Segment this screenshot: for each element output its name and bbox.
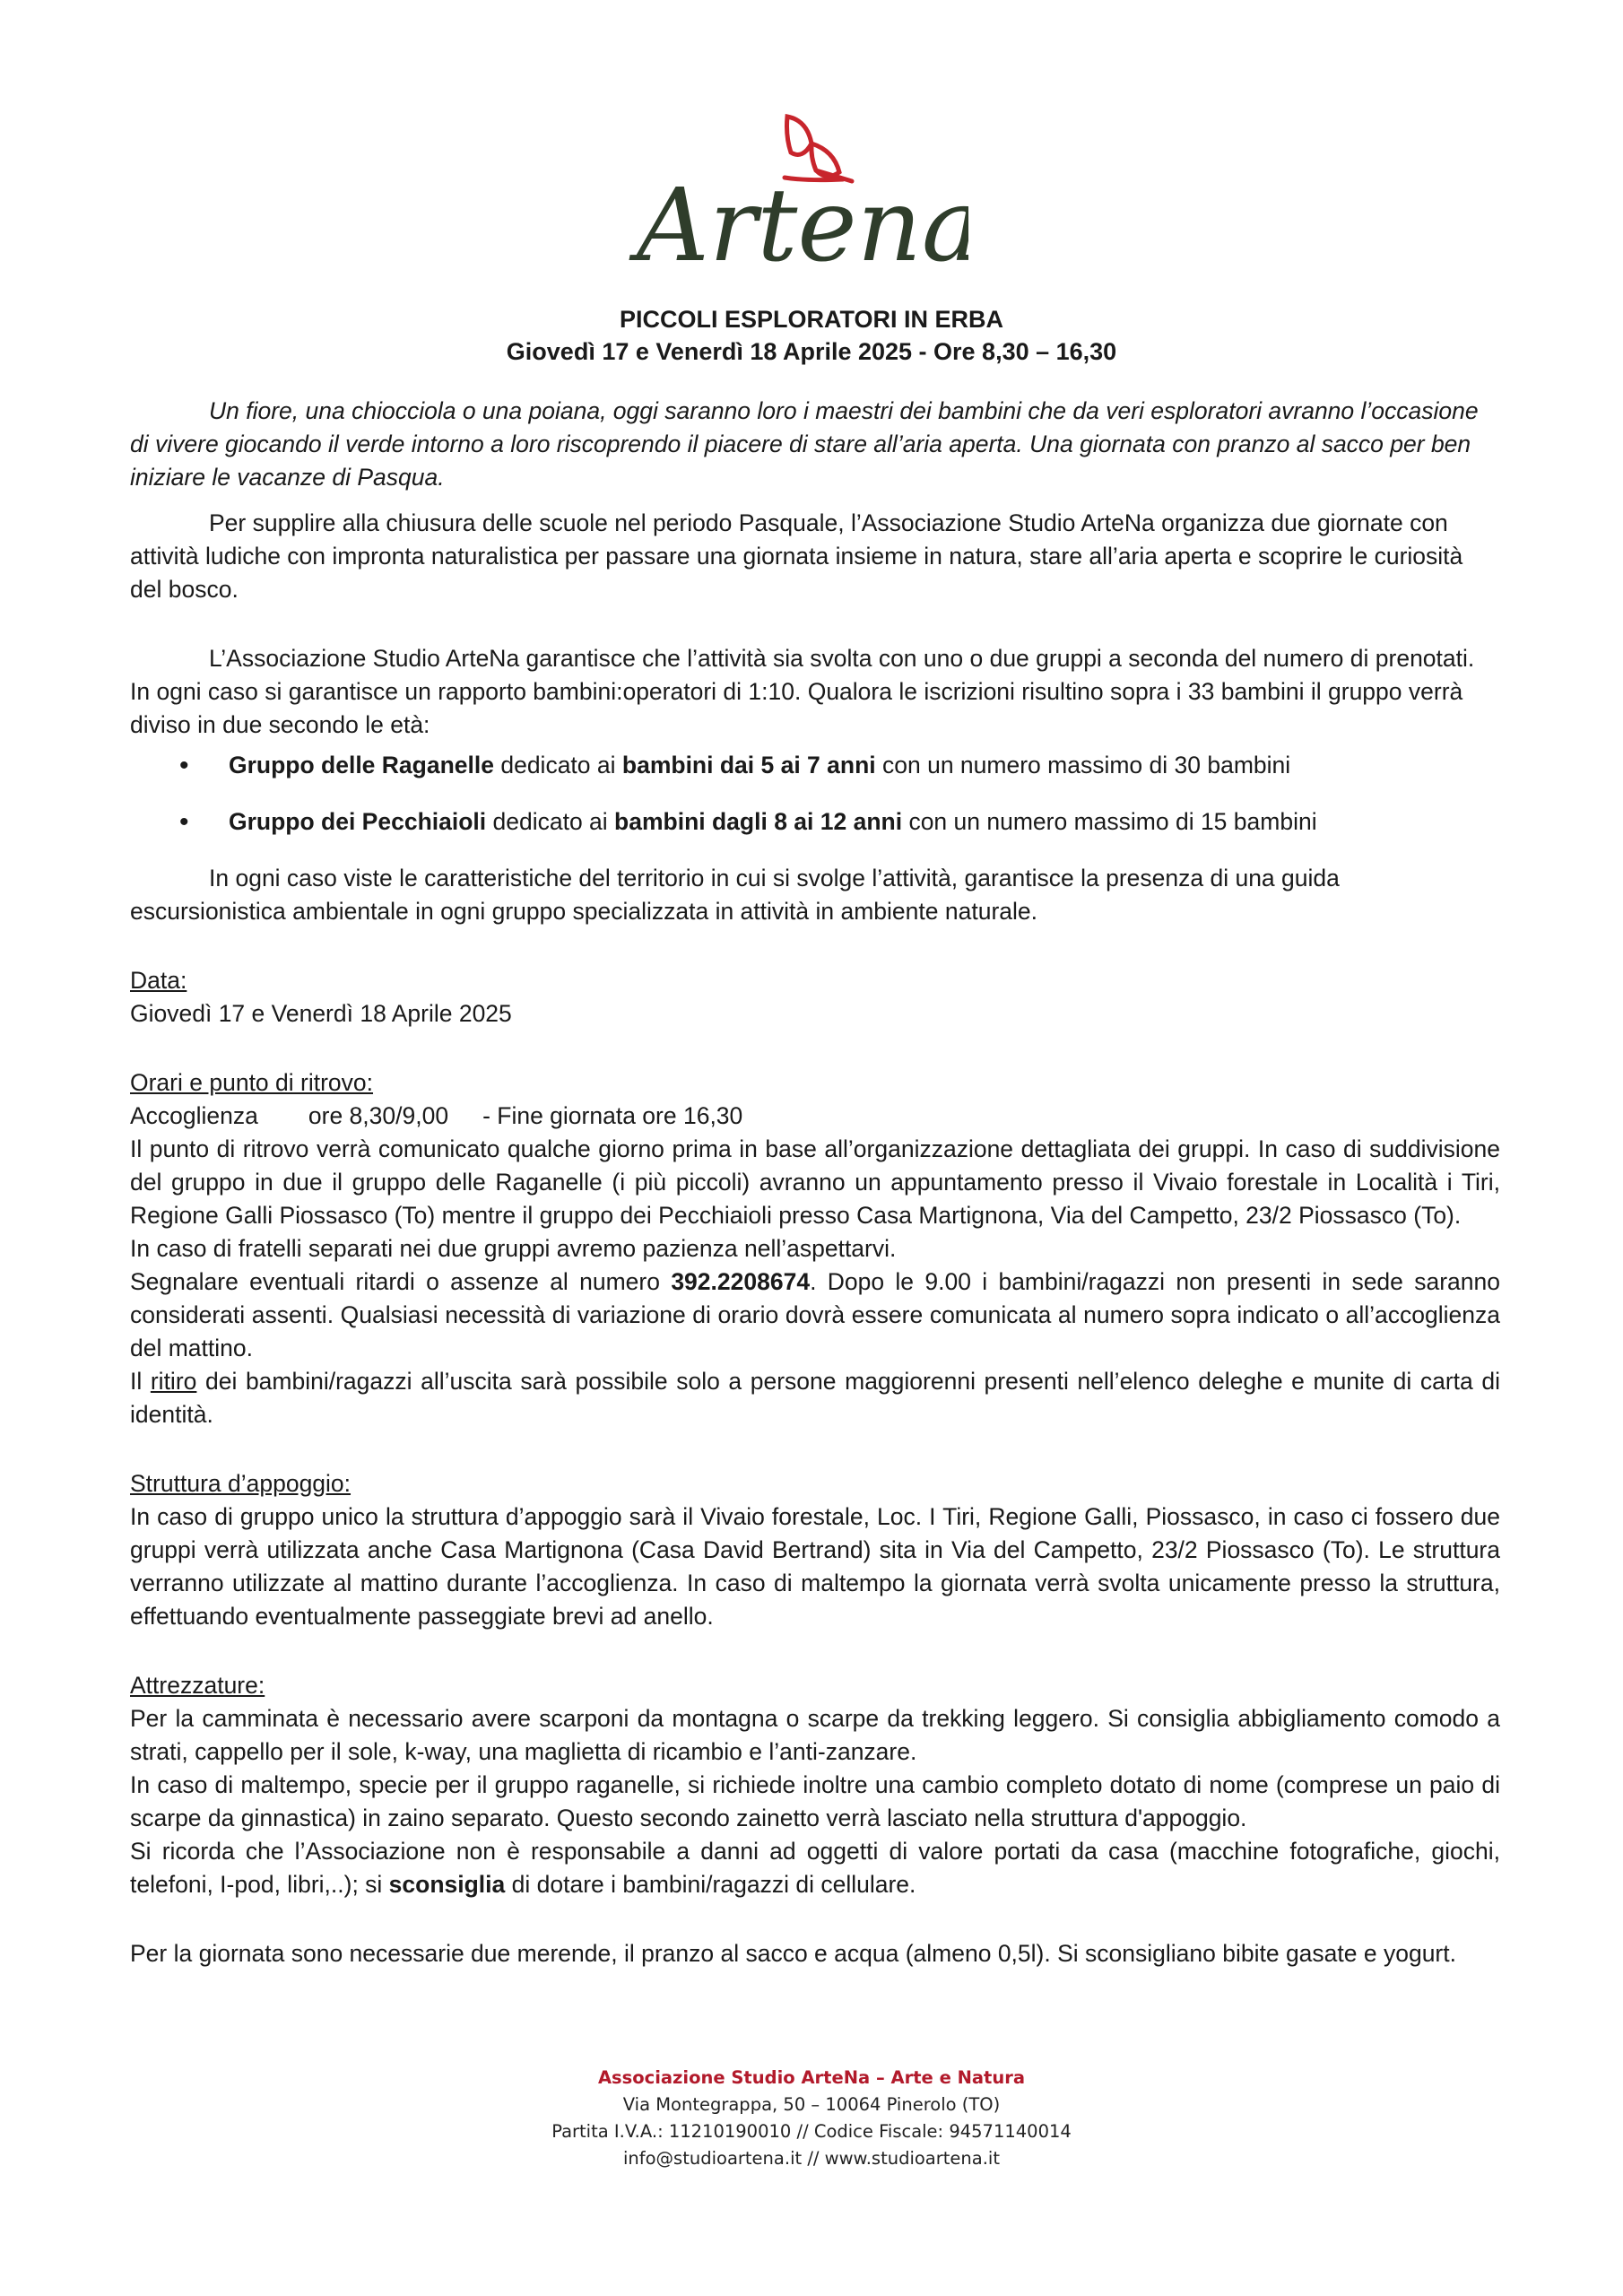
artena-logo-icon: [628, 108, 968, 287]
data-text: Giovedì 17 e Venerdì 18 Aprile 2025: [130, 1000, 512, 1027]
event-dates: Giovedì 17 e Venerdì 18 Aprile 2025 - Ore 8,30 – 16,30: [506, 338, 1117, 365]
orari-heading: Orari e punto di ritrovo:: [130, 1069, 374, 1096]
artena-logo: [628, 108, 968, 287]
groups-list: [130, 749, 1500, 839]
accoglienza-line: Accoglienza ore 8,30/9,00 - Fine giornata ore 16,30: [130, 1102, 743, 1129]
footer-address: Via Montegrappa, 50 – 10064 Pinerolo (TO): [622, 2094, 1001, 2115]
footer: [0, 2065, 1623, 2172]
footer-contact: info@studioartena.it // www.studioartena.it: [622, 2148, 1000, 2169]
title-block: [0, 303, 1623, 368]
group-age: bambini dagli 8 ai 12 anni: [614, 808, 903, 835]
struttura-heading: Struttura d’appoggio:: [130, 1470, 352, 1497]
orari-text-3: Segnalare eventuali ritardi o assenze al numero 392.2208674. Dopo le 9.00 i bambini/ragazzi non presenti in sede saranno considerati assenti. Qualsiasi necessità di variazione di orario dovrà essere comunicata al numero sopra indicato o all’accoglienza del mattino.: [130, 1268, 1500, 1361]
phone-number: 392.2208674: [671, 1268, 811, 1295]
footer-fiscal: Partita I.V.A.: 11210190010 // Codice Fiscale: 94571140014: [551, 2121, 1072, 2142]
attrezzature-heading: Attrezzature:: [130, 1672, 265, 1699]
orari-text-1: Il punto di ritrovo verrà comunicato qualche giorno prima in base all’organizzazione dettagliata dei gruppi. In caso di suddivisione del gruppo in due il gruppo delle Raganelle (i più piccoli) avranno un appuntamento presso il Vivaio forestale in Località i Tiri, Regione Galli Piossasco (To) mentre il gruppo dei Pecchiaioli presso Casa Martignona, Via del Campetto, 23/2 Piossasco (To).: [130, 1135, 1500, 1229]
paragraph-3: In ogni caso viste le caratteristiche del territorio in cui si svolge l’attività, garantisce la presenza di una guida escursionistica ambientale in ogni gruppo specializzata in attività in ambiente naturale.: [130, 865, 1340, 925]
orari-text-4: Il ritiro dei bambini/ragazzi all’uscita sarà possibile solo a persone maggiorenni presenti nell’elenco deleghe e munite di carta di identità.: [130, 1368, 1500, 1428]
intro-paragraph: Un fiore, una chiocciola o una poiana, oggi saranno loro i maestri dei bambini che da veri esploratori avranno l’occasione di vivere giocando il verde intorno a loro riscoprendo il piacere di stare all’aria aperta. Una giornata con pranzo al sacco per ben iniziare le vacanze di Pasqua.: [130, 397, 1479, 491]
attrezzature-text-1: Per la camminata è necessario avere scarponi da montagna o scarpe da trekking leggero. Si consiglia abbigliamento comodo a strati, cappello per il sole, k-way, una maglietta di ricambio e l’anti-zanzare.: [130, 1705, 1500, 1765]
group-age: bambini dai 5 ai 7 anni: [621, 752, 876, 778]
footer-org: Associazione Studio ArteNa – Arte e Natura: [597, 2067, 1026, 2088]
document-body: [130, 395, 1500, 1970]
event-title: PICCOLI ESPLORATORI IN ERBA: [619, 306, 1004, 333]
paragraph-2: L’Associazione Studio ArteNa garantisce che l’attività sia svolta con uno o due gruppi a seconda del numero di prenotati. In ogni caso si garantisce un rapporto bambini:operatori di 1:10. Qualora le iscrizioni risultino sopra i 33 bambini il gruppo verrà diviso in due secondo le età:: [130, 645, 1475, 738]
group-name: Gruppo dei Pecchiaioli: [229, 808, 487, 835]
group-name: Gruppo delle Raganelle: [229, 752, 494, 778]
attrezzature-text-2: In caso di maltempo, specie per il gruppo raganelle, si richiede inoltre una cambio completo dotato di nome (comprese un paio di scarpe da ginnastica) in zaino separato. Questo secondo zainetto verrà lasciato nella struttura d'appoggio.: [130, 1771, 1500, 1831]
struttura-text: In caso di gruppo unico la struttura d’appoggio sarà il Vivaio forestale, Loc. I Tiri, Regione Galli, Piossasco, in caso ci fossero due gruppi verrà utilizzata anche Casa Martignona (Casa David Bertrand) sita in Via del Campetto, 23/2 Piossasco (To). Le struttura verranno utilizzate al mattino durante l’accoglienza. In caso di maltempo la giornata verrà svolta unicamente presso la struttura, effettuando eventualmente passeggiate brevi ad anello.: [130, 1503, 1500, 1630]
list-item: • Gruppo delle Raganelle dedicato ai bambini dai 5 ai 7 anni con un numero massimo di 30 bambini: [130, 749, 1500, 782]
attrezzature-text-3: Si ricorda che l’Associazione non è responsabile a danni ad oggetti di valore portati da casa (macchine fotografiche, giochi, telefoni, I-pod, libri,..); si sconsiglia di dotare i bambini/ragazzi di cellulare.: [130, 1838, 1500, 1898]
paragraph-1: Per supplire alla chiusura delle scuole nel periodo Pasquale, l’Associazione Studio ArteNa organizza due giornate con attività ludiche con impronta naturalistica per passare una giornata insieme in natura, stare all’aria aperta e scoprire le curiosità del bosco.: [130, 509, 1463, 603]
closing-paragraph: Per la giornata sono necessarie due merende, il pranzo al sacco e acqua (almeno 0,5l). Si sconsigliano bibite gasate e yogurt.: [130, 1940, 1456, 1967]
data-heading: Data:: [130, 967, 187, 994]
svg-text:Artena: Artena: [637, 168, 968, 284]
list-item: • Gruppo dei Pecchiaioli dedicato ai bambini dagli 8 ai 12 anni con un numero massimo di 15 bambini: [130, 805, 1500, 839]
orari-text-2: In caso di fratelli separati nei due gruppi avremo pazienza nell’aspettarvi.: [130, 1235, 897, 1262]
